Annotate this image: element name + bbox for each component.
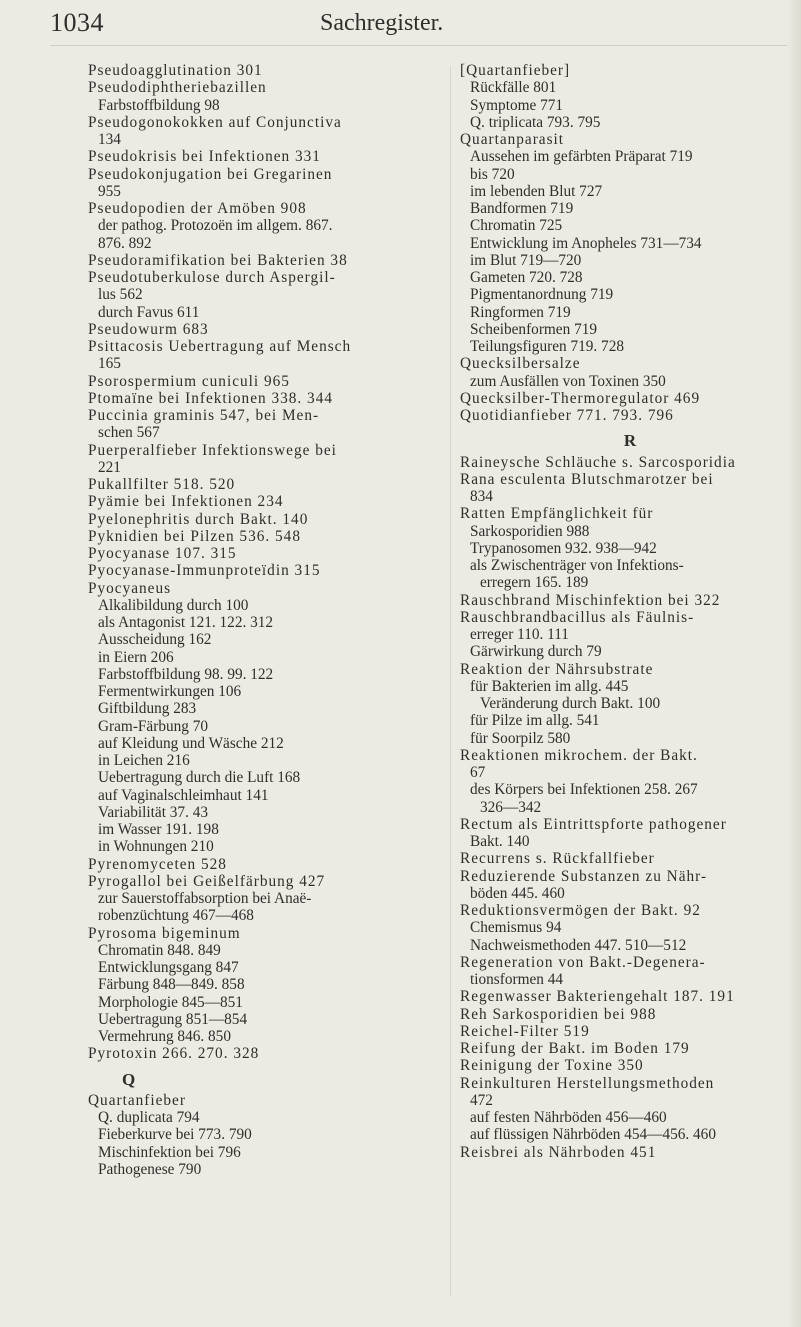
index-subentry: Veränderung durch Bakt. 100 (480, 695, 661, 712)
index-entry: [Quartanfieber] (460, 62, 571, 79)
index-entry: Regenwasser Bakteriengehalt 187. 191 (460, 988, 735, 1006)
index-subentry: Farbstoffbildung 98. 99. 122 (98, 665, 274, 683)
page-number: 1034 (50, 8, 104, 37)
index-entry: Reduzierende Substanzen zu Nähr- (460, 867, 708, 885)
index-column-left (88, 62, 428, 1178)
index-subentry: Pigmentanordnung 719 (470, 286, 614, 304)
index-subentry: Gram-Färbung 70 (98, 717, 209, 735)
index-entry: Pseudokonjugation bei Gregarinen (88, 165, 333, 183)
index-entry: Rauschbrandbacillus als Fäulnis- (460, 608, 695, 626)
section-letter: R (623, 431, 637, 451)
index-entry: Pyocyaneus (88, 579, 172, 597)
index-subentry: im Wasser 191. 198 (98, 821, 219, 838)
index-entry: Psittacosis Uebertragung auf Mensch (88, 338, 352, 355)
index-subentry: des Körpers bei Infektionen 258. 267 (470, 781, 698, 799)
index-subentry: Fermentwirkungen 106 (98, 683, 242, 700)
index-subentry: auf flüssigen Nährböden 454—456. 460 (470, 1126, 716, 1144)
index-subentry: Ringformen 719 (470, 303, 571, 321)
index-subentry: schen 567 (98, 424, 160, 442)
index-subentry: Chromatin 725 (470, 217, 563, 235)
index-subentry: Uebertragung durch die Luft 168 (98, 769, 301, 787)
index-entry: Pseudoagglutination 301 (88, 62, 263, 79)
section-letter: Q (122, 1069, 136, 1089)
index-subentry: Gärwirkung durch 79 (470, 643, 602, 661)
index-subentry: auf Kleidung und Wäsche 212 (98, 734, 284, 752)
index-subentry: im Blut 719—720 (470, 251, 582, 269)
index-entry: Regeneration von Bakt.-Degenera- (460, 953, 706, 971)
index-subentry: 834 (470, 488, 493, 505)
index-entry: Pyrotoxin 266. 270. 328 (88, 1045, 260, 1063)
index-subentry: Q. duplicata 794 (98, 1109, 200, 1126)
index-entry: Reifung der Bakt. im Boden 179 (460, 1040, 690, 1057)
index-subentry: tionsformen 44 (470, 971, 564, 988)
index-subentry: Chromatin 848. 849 (98, 941, 221, 959)
index-subentry: Alkalibildung durch 100 (98, 596, 249, 614)
index-entry: Pseudopodien der Amöben 908 (88, 200, 307, 217)
index-subentry: Q. triplicata 793. 795 (470, 113, 601, 131)
index-subentry: 326—342 (480, 798, 542, 816)
index-subentry: 67 (470, 764, 486, 781)
index-entry: Reaktion der Nährsubstrate (460, 660, 654, 678)
index-subentry: in Eiern 206 (98, 648, 174, 666)
index-subentry: als Zwischenträger von Infektions- (470, 557, 684, 574)
index-subentry: Aussehen im gefärbten Präparat 719 (470, 148, 693, 166)
index-subentry: Giftbildung 283 (98, 700, 197, 718)
column-divider (450, 66, 451, 1296)
index-subentry: Rückfälle 801 (470, 79, 557, 97)
index-subentry: bis 720 (470, 165, 515, 183)
index-entry: Raineysche Schläuche s. Sarcosporidia (460, 453, 736, 471)
index-entry: Rana esculenta Blutschmarotzer bei (460, 470, 714, 488)
index-subentry: Teilungsfiguren 719. 728 (470, 338, 624, 355)
index-subentry: Sarkosporidien 988 (470, 522, 590, 540)
index-subentry: auf festen Nährböden 456—460 (470, 1109, 667, 1126)
index-subentry: Pathogenese 790 (98, 1160, 202, 1178)
index-entry: Quecksilber-Thermoregulator 469 (460, 389, 701, 407)
index-entry: Rectum als Eintrittspforte pathogener (460, 815, 727, 833)
index-subentry: im lebenden Blut 727 (470, 182, 603, 200)
index-subentry: für Pilze im allg. 541 (470, 712, 600, 730)
index-subentry: auf Vaginalschleimhaut 141 (98, 786, 269, 804)
index-entry: Pseudokrisis bei Infektionen 331 (88, 148, 321, 166)
index-entry: Puerperalfieber Infektionswege bei (88, 441, 337, 459)
index-subentry: zum Ausfällen von Toxinen 350 (470, 372, 666, 390)
index-subentry: Symptome 771 (470, 96, 564, 114)
index-subentry: Ausscheidung 162 (98, 631, 212, 649)
index-subentry: in Wohnungen 210 (98, 838, 214, 856)
index-entry: Pyrenomyceten 528 (88, 855, 227, 873)
index-entry: Pseudodiphtheriebazillen (88, 79, 267, 97)
index-entry: Puccinia graminis 547, bei Men- (88, 407, 320, 424)
index-subentry: Scheibenformen 719 (470, 320, 598, 338)
index-subentry: robenzüchtung 467—468 (98, 907, 254, 925)
index-entry: Pukallfilter 518. 520 (88, 476, 236, 493)
index-subentry: erregern 165. 189 (480, 574, 589, 592)
index-subentry: Farbstoffbildung 98 (98, 96, 220, 114)
index-subentry: Färbung 848—849. 858 (98, 976, 245, 994)
index-subentry: Nachweismethoden 447. 510—512 (470, 936, 687, 954)
index-subentry: durch Favus 611 (98, 303, 200, 321)
index-subentry: Uebertragung 851—854 (98, 1010, 248, 1028)
index-subentry: Bakt. 140 (470, 833, 530, 850)
index-entry: Ratten Empfänglichkeit für (460, 505, 654, 523)
running-head: Sachregister. (320, 10, 444, 36)
index-subentry: Gameten 720. 728 (470, 269, 583, 286)
index-entry: Pyelonephritis durch Bakt. 140 (88, 510, 309, 528)
index-subentry: erreger 110. 111 (470, 626, 569, 643)
index-subentry: für Soorpilz 580 (470, 729, 571, 747)
index-entry: Recurrens s. Rückfallfieber (460, 850, 655, 868)
index-subentry: 955 (98, 182, 121, 200)
index-entry: Reisbrei als Nährboden 451 (460, 1143, 657, 1161)
index-entry: Pyocyanase-Immunproteïdin 315 (88, 562, 321, 580)
header-rule (50, 45, 789, 46)
index-entry: Pyocyanase 107. 315 (88, 545, 237, 562)
index-entry: Reinigung der Toxine 350 (460, 1057, 644, 1075)
index-subentry: als Antagonist 121. 122. 312 (98, 614, 274, 631)
index-subentry: in Leichen 216 (98, 752, 190, 769)
index-subentry: Morphologie 845—851 (98, 993, 243, 1011)
index-entry: Pseudoramifikation bei Bakterien 38 (88, 251, 348, 269)
index-entry: Pseudogonokokken auf Conjunctiva (88, 113, 342, 131)
index-subentry: Vermehrung 846. 850 (98, 1028, 231, 1045)
index-entry: Psorospermium cuniculi 965 (88, 372, 290, 390)
index-entry: Pyrosoma bigeminum (88, 924, 241, 942)
index-entry: Pyrogallol bei Geißelfärbung 427 (88, 872, 326, 890)
index-subentry: Entwicklungsgang 847 (98, 959, 239, 976)
index-subentry: zur Sauerstoffabsorption bei Anaë- (98, 890, 312, 907)
index-entry: Reh Sarkosporidien bei 988 (460, 1005, 657, 1023)
index-subentry: Variabilität 37. 43 (98, 803, 209, 821)
index-entry: Pyknidien bei Pilzen 536. 548 (88, 527, 301, 545)
index-subentry: 472 (470, 1091, 493, 1109)
index-entry: Quartanfieber (88, 1091, 186, 1109)
index-subentry: für Bakterien im allg. 445 (470, 677, 629, 695)
index-subentry: 876. 892 (98, 234, 152, 252)
index-subentry: Trypanosomen 932. 938—942 (470, 539, 657, 557)
index-entry: Quotidianfieber 771. 793. 796 (460, 407, 674, 424)
index-subentry: Bandformen 719 (470, 200, 574, 217)
index-subentry: der pathog. Protozoën im allgem. 867. (98, 217, 333, 235)
index-subentry: Fieberkurve bei 773. 790 (98, 1126, 252, 1144)
index-entry: Reichel-Filter 519 (460, 1022, 590, 1040)
page-edge-shadow (787, 0, 801, 1327)
index-subentry: böden 445. 460 (470, 884, 565, 902)
index-entry: Pyämie bei Infektionen 234 (88, 493, 284, 511)
index-subentry: 165 (98, 355, 121, 373)
index-entry: Quecksilbersalze (460, 355, 581, 373)
index-entry: Pseudowurm 683 (88, 320, 209, 338)
index-subentry: 221 (98, 458, 121, 476)
index-entry: Rauschbrand Mischinfektion bei 322 (460, 591, 721, 609)
index-column-right (460, 62, 800, 1161)
index-subentry: Chemismus 94 (470, 919, 562, 937)
index-subentry: Mischinfektion bei 796 (98, 1143, 241, 1161)
index-entry: Pseudotuberkulose durch Aspergil- (88, 269, 336, 286)
index-entry: Reduktionsvermögen der Bakt. 92 (460, 902, 701, 919)
index-entry: Reaktionen mikrochem. der Bakt. (460, 746, 698, 764)
index-subentry: Entwicklung im Anopheles 731—734 (470, 234, 702, 252)
index-subentry: lus 562 (98, 286, 143, 304)
index-entry: Ptomaïne bei Infektionen 338. 344 (88, 389, 333, 407)
index-entry: Quartanparasit (460, 131, 565, 148)
index-entry: Reinkulturen Herstellungsmethoden (460, 1074, 715, 1092)
index-subentry: 134 (98, 131, 121, 148)
